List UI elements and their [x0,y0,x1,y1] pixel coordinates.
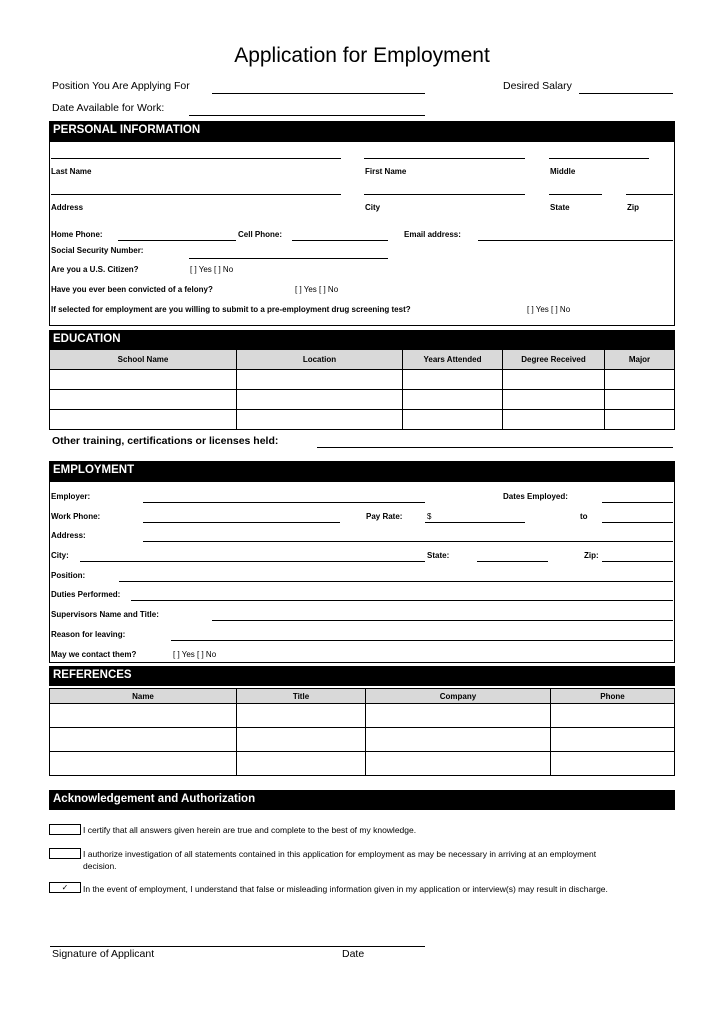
work-phone-label: Work Phone: [51,512,101,521]
col-degree-received: Degree Received [503,350,605,370]
col-ref-company: Company [366,689,551,704]
table-cell[interactable] [237,370,403,390]
table-row [50,390,675,410]
zip-label: Zip [627,203,639,212]
email-field[interactable] [478,240,673,241]
home-phone-field[interactable] [118,240,236,241]
first-name-field[interactable] [364,158,525,159]
position-field[interactable] [212,93,425,94]
emp-zip-field[interactable] [602,561,673,562]
ack-header [49,790,675,810]
table-cell[interactable] [50,752,237,776]
date-available-label: Date Available for Work: [52,102,165,114]
table-cell[interactable] [50,410,237,430]
employment-section [49,481,675,663]
emp-city-field[interactable] [80,561,425,562]
personal-info-heading: PERSONAL INFORMATION [53,124,201,136]
table-cell[interactable] [605,390,675,410]
ack-checkbox-2[interactable] [49,848,81,859]
zip-field[interactable] [626,194,673,195]
table-cell[interactable] [605,410,675,430]
col-ref-phone: Phone [551,689,675,704]
ack-checkbox-3[interactable]: ✓ [49,882,81,893]
col-ref-title: Title [237,689,366,704]
education-header [49,330,675,350]
signature-date-label: Date [342,948,365,960]
position-held-field[interactable] [119,581,673,582]
dollar-sign: $ [427,512,432,521]
table-cell[interactable] [503,390,605,410]
personal-info-header [49,121,675,141]
references-header-row [50,689,675,704]
work-phone-field[interactable] [143,522,340,523]
duties-field[interactable] [131,600,673,601]
ssn-label: Social Security Number: [51,246,144,255]
table-row [50,752,675,776]
page-title: Application for Employment [234,44,490,67]
table-cell[interactable] [503,370,605,390]
to-label: to [580,512,588,521]
state-field[interactable] [549,194,602,195]
table-cell[interactable] [237,410,403,430]
table-cell[interactable] [50,704,237,728]
address-label: Address [51,203,84,212]
emp-address-label: Address: [51,531,86,540]
personal-info-section [49,141,675,326]
signature-line[interactable] [50,946,425,947]
pay-rate-label: Pay Rate: [366,512,403,521]
other-training-label: Other training, certifications or licenses held: [52,435,279,447]
salary-field[interactable] [579,93,673,94]
references-heading: REFERENCES [53,669,132,681]
dates-employed-label: Dates Employed: [503,492,568,501]
col-school-name: School Name [50,350,237,370]
emp-state-label: State: [427,551,450,560]
employer-label: Employer: [51,492,91,501]
ack-text-1: I certify that all answers given herein are true and complete to the best of my knowledge. [83,825,417,835]
table-cell[interactable] [366,752,551,776]
pay-rate-field[interactable] [425,522,525,523]
drug-test-options[interactable]: [ ] Yes [ ] No [527,305,571,314]
table-cell[interactable] [503,410,605,430]
middle-label: Middle [550,167,576,176]
table-cell[interactable] [366,704,551,728]
table-row [50,370,675,390]
position-held-label: Position: [51,571,86,580]
ack-heading: Acknowledgement and Authorization [53,793,256,805]
ack-text-3: In the event of employment, I understand that false or misleading information given in my application or interview(s) may result in discharge. [83,884,608,894]
state-label: State [550,203,570,212]
felony-options[interactable]: [ ] Yes [ ] No [295,285,339,294]
table-cell[interactable] [50,370,237,390]
contact-question: May we contact them? [51,650,137,659]
dates-employed-field[interactable] [602,502,673,503]
table-row [50,704,675,728]
felony-question: Have you ever been convicted of a felony? [51,285,213,294]
table-cell[interactable] [551,752,675,776]
employment-heading: EMPLOYMENT [53,464,135,476]
home-phone-label: Home Phone: [51,230,103,239]
references-header [49,666,675,686]
col-major: Major [605,350,675,370]
table-cell[interactable] [403,410,503,430]
employer-field[interactable] [143,502,425,503]
col-years-attended: Years Attended [403,350,503,370]
address-field[interactable] [51,194,341,195]
table-row [50,410,675,430]
table-cell[interactable] [403,370,503,390]
col-ref-name: Name [50,689,237,704]
last-name-label: Last Name [51,167,92,176]
table-cell[interactable] [403,390,503,410]
drug-test-question: If selected for employment are you willing to submit to a pre-employment drug screening test? [51,305,411,314]
table-cell[interactable] [605,370,675,390]
table-cell[interactable] [551,704,675,728]
ssn-field[interactable] [189,258,388,259]
middle-field[interactable] [549,158,649,159]
city-field[interactable] [364,194,525,195]
table-cell[interactable] [237,704,366,728]
table-row [50,728,675,752]
table-cell[interactable] [237,390,403,410]
salary-label: Desired Salary [503,80,572,92]
education-heading: EDUCATION [53,333,121,345]
table-cell[interactable] [366,728,551,752]
city-label: City [365,203,381,212]
table-cell[interactable] [50,390,237,410]
citizen-options[interactable]: [ ] Yes [ ] No [190,265,234,274]
reason-leaving-field[interactable] [171,640,673,641]
position-label: Position You Are Applying For [52,80,190,92]
date-available-field[interactable] [189,115,425,116]
emp-state-field[interactable] [477,561,548,562]
signature-label: Signature of Applicant [52,948,155,960]
education-table [49,349,675,430]
education-header-row [50,350,675,370]
supervisor-label: Supervisors Name and Title: [51,610,159,619]
employment-header [49,461,675,481]
pay-rate-to-field[interactable] [602,522,673,523]
last-name-field[interactable] [51,158,341,159]
contact-options[interactable]: [ ] Yes [ ] No [173,650,217,659]
email-label: Email address: [404,230,461,239]
ack-checkbox-1[interactable] [49,824,81,835]
table-cell[interactable] [50,728,237,752]
cell-phone-field[interactable] [292,240,388,241]
ack-text-2: I authorize investigation of all statements contained in this application for employment as may be necessary in arriving at an employment decision. [83,849,597,871]
citizen-question: Are you a U.S. Citizen? [51,265,139,274]
references-table [49,688,675,776]
emp-city-label: City: [51,551,69,560]
emp-address-field[interactable] [143,541,673,542]
table-cell[interactable] [551,728,675,752]
supervisor-field[interactable] [212,620,673,621]
table-cell[interactable] [237,752,366,776]
table-cell[interactable] [237,728,366,752]
reason-leaving-label: Reason for leaving: [51,630,126,639]
cell-phone-label: Cell Phone: [238,230,283,239]
col-location: Location [237,350,403,370]
duties-label: Duties Performed: [51,590,121,599]
emp-zip-label: Zip: [584,551,599,560]
other-training-field[interactable] [317,447,673,448]
first-name-label: First Name [365,167,407,176]
